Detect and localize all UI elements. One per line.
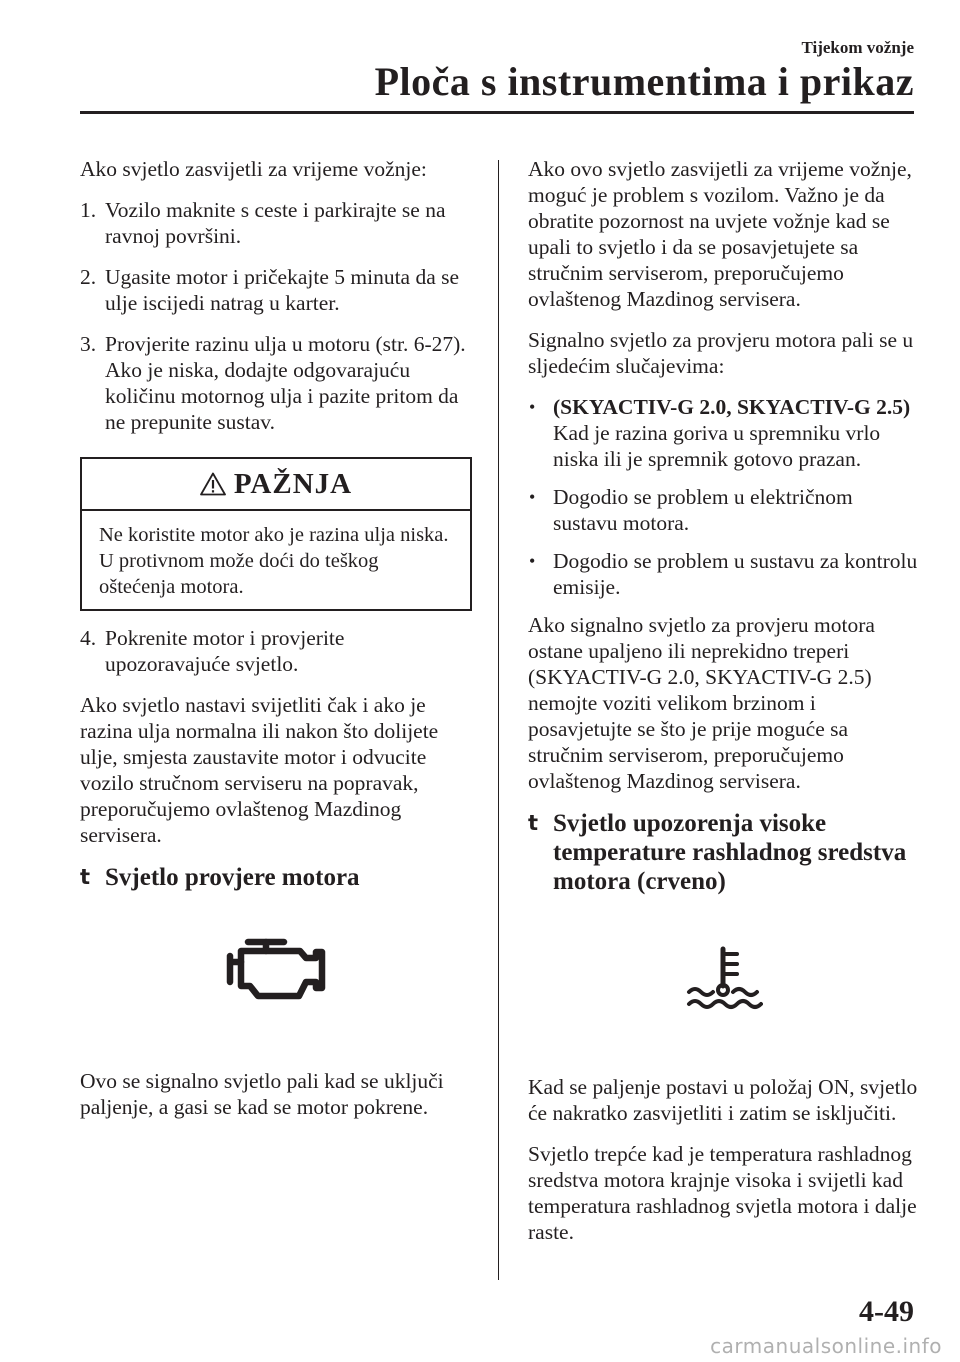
step-number: 2. — [80, 265, 97, 289]
step-number: 3. — [80, 332, 97, 356]
step-text: Vozilo maknite s ceste i parkirajte se na ravnoj površini. — [105, 198, 446, 248]
section-heading-check-engine — [80, 863, 472, 892]
header-rule — [80, 111, 914, 114]
step-number: 4. — [80, 626, 97, 650]
section-marker: t — [80, 865, 91, 889]
list-item — [528, 548, 920, 600]
step-text: Pokrenite motor i provjerite upozoravajuće svjetlo. — [105, 626, 345, 676]
column-divider — [498, 160, 499, 1280]
right-column — [528, 156, 920, 896]
check-engine-description: Ovo se signalno svjetlo pali kad se uključi paljenje, a gasi se kad se motor pokrene. — [80, 1069, 444, 1119]
left-column — [80, 156, 472, 892]
body-paragraph: Kad se paljenje postavi u položaj ON, svjetlo će nakratko zasvijetliti i zatim se isključiti. — [528, 1075, 918, 1125]
bullet-dot: • — [529, 551, 536, 571]
coolant-temperature-icon — [683, 944, 763, 1021]
coolant-description — [528, 1074, 920, 1260]
body-paragraph: Ako svjetlo nastavi svijetliti čak i ako je razina ulja normalna ili nakon što dolijete ulje, smjesta zaustavite motor i odvucite vozilo stručnom serviseru na popravak, preporučujemo ovlaštenog Mazdinog servisera. — [80, 693, 439, 847]
warning-box — [80, 457, 472, 611]
step-text: Provjerite razinu ulja u motoru (str. 6-27). Ako je niska, dodajte odgovarajuću količinu motornog ulja i pazite pritom da ne prepunite sustav. — [105, 332, 466, 434]
bullet-text: Dogodio se problem u električnom sustavu motora. — [553, 485, 853, 535]
section-marker: t — [528, 811, 539, 835]
check-engine-icon — [224, 936, 332, 1009]
bullet-dot: • — [529, 397, 536, 417]
body-paragraph: Svjetlo trepće kad je temperatura rashladnog sredstva motora krajnje visoka i svijetli kad temperatura rashladnog svjetla motora i dalje raste. — [528, 1142, 917, 1244]
list-item — [528, 394, 920, 472]
warning-text: Ne koristite motor ako je razina ulja niska. U protivnom može doći do teškog oštećenja motora. — [99, 524, 449, 598]
step-item — [80, 331, 472, 435]
section-heading-coolant — [528, 809, 920, 896]
header-section-label: Tijekom vožnje — [801, 38, 914, 57]
warning-triangle-icon — [200, 472, 226, 496]
step-item — [80, 197, 472, 249]
list-item — [528, 484, 920, 536]
body-paragraph: Ako signalno svjetlo za provjeru motora ostane upaljeno ili neprekidno treperi (SKYACTIV-G 2.0, SKYACTIV-G 2.5) nemojte voziti velikom brzinom i posavjetujte se što je prije moguće sa stručnim serviserom, preporučujemo ovlaštenog Mazdinog servisera. — [528, 613, 875, 793]
step-item — [80, 625, 472, 677]
bullet-text: Kad je razina goriva u spremniku vrlo niska ili je spremnik gotovo prazan. — [553, 421, 881, 471]
bullet-dot: • — [529, 487, 536, 507]
page-title: Ploča s instrumentima i prikaz — [374, 59, 914, 104]
step-item — [80, 264, 472, 316]
section-heading-text: Svjetlo provjere motora — [105, 864, 360, 891]
warning-header — [82, 459, 470, 511]
body-paragraph: Ako ovo svjetlo zasvijetli za vrijeme vožnje, moguć je problem s vozilom. Važno je da obratite pozornost na uvjete vožnje kad se upali to svjetlo i da se posavjetujete sa stručnim serviserom, preporučujemo ovlaštenog Mazdinog servisera. — [528, 157, 912, 311]
bullet-bold-text: (SKYACTIV-G 2.0, SKYACTIV-G 2.5) — [553, 395, 911, 419]
section-heading-text: Svjetlo upozorenja visoke temperature rashladnog sredstva motora (crveno) — [553, 810, 907, 895]
step-text: Ugasite motor i pričekajte 5 minuta da se ulje iscijedi natrag u karter. — [105, 265, 460, 315]
watermark: carmanualsonline.info — [710, 1334, 942, 1358]
step-number: 1. — [80, 198, 97, 222]
page-number: 4-49 — [859, 1295, 914, 1328]
body-paragraph: Signalno svjetlo za provjeru motora pali se u sljedećim slučajevima: — [528, 328, 914, 378]
intro-text: Ako svjetlo zasvijetli za vrijeme vožnje: — [80, 157, 427, 181]
warning-title: PAŽNJA — [233, 468, 353, 500]
bullet-text: Dogodio se problem u sustavu za kontrolu emisije. — [553, 549, 918, 599]
